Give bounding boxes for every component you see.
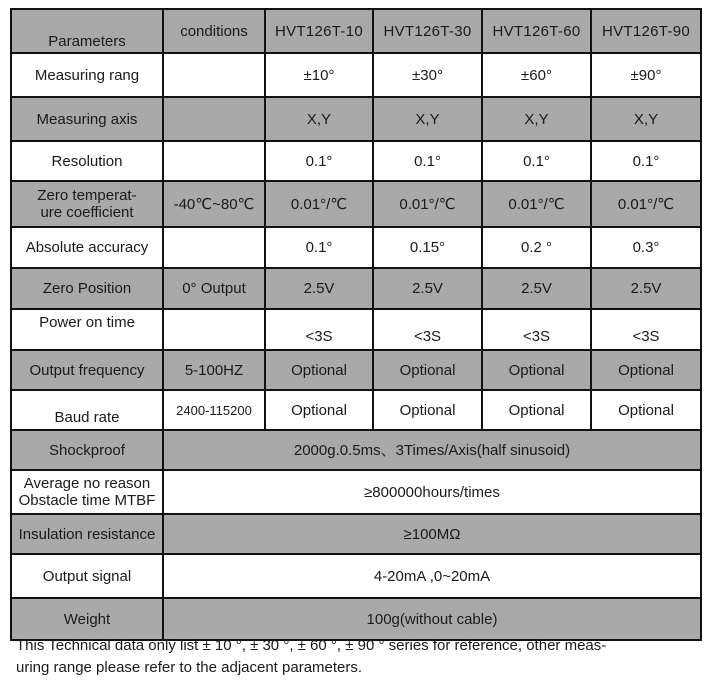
row-parameter: Insulation resistance xyxy=(11,514,163,554)
table-row xyxy=(11,390,701,430)
header-model: HVT126T-10 xyxy=(265,9,373,53)
spec-table xyxy=(10,8,702,641)
footnote xyxy=(16,635,706,679)
table-row xyxy=(11,97,701,141)
header-row xyxy=(11,9,701,53)
row-parameter: Zero Position xyxy=(11,268,163,309)
table-cell: Optional xyxy=(265,390,373,430)
row-parameter-line: Average no reason xyxy=(23,475,151,492)
table-cell: ±90° xyxy=(591,53,701,97)
table-cell: Optional xyxy=(591,350,701,390)
row-parameter-line: ure coefficient xyxy=(40,204,134,221)
table-row xyxy=(11,53,701,97)
table-cell: 2.5V xyxy=(591,268,701,309)
table-cell: 2.5V xyxy=(482,268,591,309)
header-conditions: conditions xyxy=(163,9,265,53)
row-parameter: Power on time xyxy=(11,309,163,350)
header-model: HVT126T-90 xyxy=(591,9,701,53)
table-cell: Optional xyxy=(265,350,373,390)
table-cell: X,Y xyxy=(265,97,373,141)
table-cell: 0.3° xyxy=(591,227,701,268)
table-row xyxy=(11,470,701,514)
table-cell: <3S xyxy=(591,309,701,350)
row-condition: -40℃~80℃ xyxy=(163,181,265,227)
table-cell: 0.2 ° xyxy=(482,227,591,268)
table-cell: Optional xyxy=(373,350,482,390)
merged-cell: ≥100MΩ xyxy=(163,514,701,554)
row-condition xyxy=(163,227,265,268)
table-row xyxy=(11,554,701,598)
row-parameter: Output signal xyxy=(11,554,163,598)
table-cell: ±30° xyxy=(373,53,482,97)
merged-cell: ≥800000hours/times xyxy=(163,470,701,514)
row-condition: 0° Output xyxy=(163,268,265,309)
row-parameter: Shockproof xyxy=(11,430,163,470)
row-parameter: Output frequency xyxy=(11,350,163,390)
row-parameter: Weight xyxy=(11,598,163,640)
header-model: HVT126T-60 xyxy=(482,9,591,53)
row-parameter-line: Zero temperat- xyxy=(37,187,137,204)
table-cell: 0.1° xyxy=(373,141,482,181)
row-condition: 2400-115200 xyxy=(163,390,265,430)
row-parameter-line: Obstacle time MTBF xyxy=(18,492,156,509)
table-row xyxy=(11,268,701,309)
table-cell: 0.1° xyxy=(591,141,701,181)
table-row xyxy=(11,181,701,227)
merged-cell: 2000g.0.5ms、3Times/Axis(half sinusoid) xyxy=(163,430,701,470)
table-row xyxy=(11,141,701,181)
row-parameter xyxy=(11,181,163,227)
table-cell: 0.1° xyxy=(265,141,373,181)
table-cell: <3S xyxy=(265,309,373,350)
row-parameter xyxy=(11,470,163,514)
row-condition xyxy=(163,97,265,141)
table-cell: Optional xyxy=(373,390,482,430)
footnote-line: This Technical data only list ± 10 °, ± 30 °, ± 60 °, ± 90 ° series for reference, other meas- xyxy=(16,637,607,654)
row-parameter: Resolution xyxy=(11,141,163,181)
row-condition xyxy=(163,309,265,350)
table-row xyxy=(11,430,701,470)
table-cell: <3S xyxy=(482,309,591,350)
table-cell: 0.01°/℃ xyxy=(482,181,591,227)
footnote-line: uring range please refer to the adjacent parameters. xyxy=(16,659,363,676)
table-cell: X,Y xyxy=(482,97,591,141)
row-condition: 5-100HZ xyxy=(163,350,265,390)
header-model: HVT126T-30 xyxy=(373,9,482,53)
table-cell: 2.5V xyxy=(373,268,482,309)
table-cell: X,Y xyxy=(373,97,482,141)
table-cell: Optional xyxy=(482,350,591,390)
table-cell: Optional xyxy=(482,390,591,430)
table-cell: 0.01°/℃ xyxy=(265,181,373,227)
row-parameter: Baud rate xyxy=(11,390,163,430)
table-cell: 0.01°/℃ xyxy=(591,181,701,227)
table-cell: 0.1° xyxy=(265,227,373,268)
table-cell: ±60° xyxy=(482,53,591,97)
table-row xyxy=(11,227,701,268)
row-condition xyxy=(163,141,265,181)
table-cell: ±10° xyxy=(265,53,373,97)
row-condition xyxy=(163,53,265,97)
row-parameter: Absolute accuracy xyxy=(11,227,163,268)
table-cell: 0.01°/℃ xyxy=(373,181,482,227)
table-cell: 2.5V xyxy=(265,268,373,309)
row-parameter: Measuring axis xyxy=(11,97,163,141)
table-row xyxy=(11,514,701,554)
table-cell: X,Y xyxy=(591,97,701,141)
table-row xyxy=(11,350,701,390)
table-cell: 0.1° xyxy=(482,141,591,181)
header-parameters: Parameters xyxy=(11,9,163,53)
table-cell: 0.15° xyxy=(373,227,482,268)
merged-cell: 100g(without cable) xyxy=(163,598,701,640)
table-cell: Optional xyxy=(591,390,701,430)
row-parameter: Measuring rang xyxy=(11,53,163,97)
table-row xyxy=(11,309,701,350)
merged-cell: 4-20mA ,0~20mA xyxy=(163,554,701,598)
table-row xyxy=(11,598,701,640)
table-cell: <3S xyxy=(373,309,482,350)
